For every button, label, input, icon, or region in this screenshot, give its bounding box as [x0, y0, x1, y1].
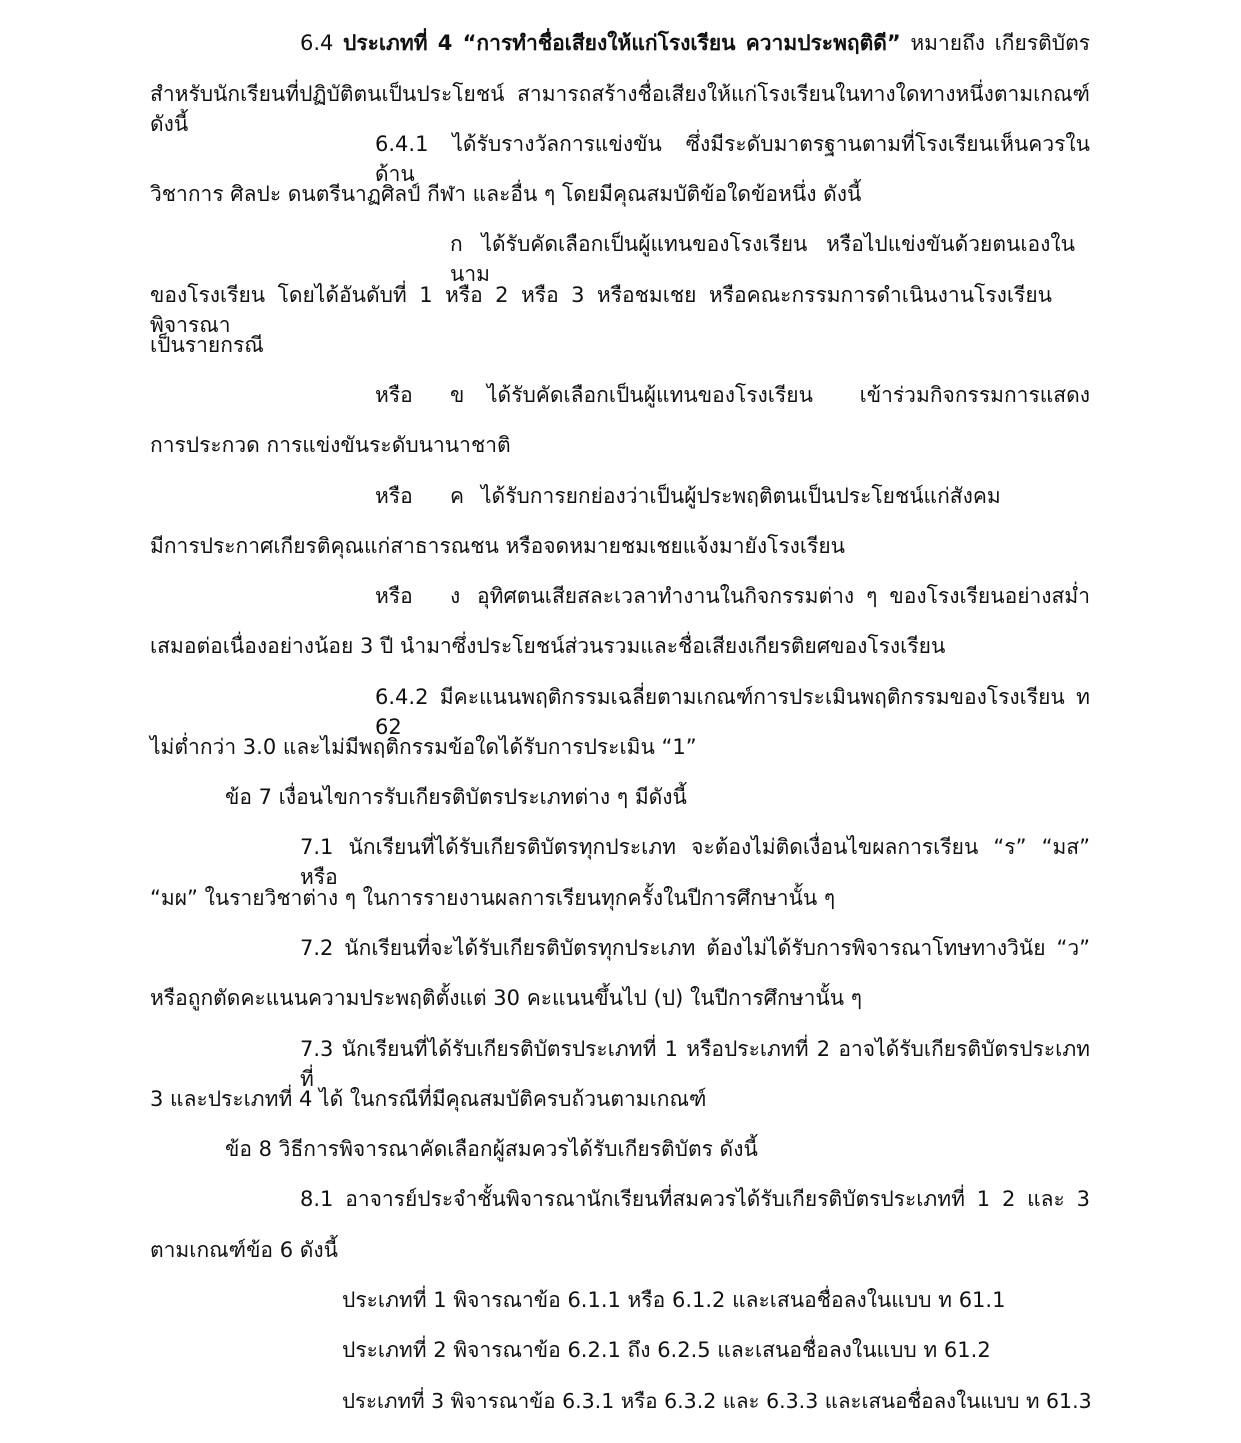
item-7-2-line1: 7.2 นักเรียนที่จะได้รับเกียรติบัตรทุกประเภท ต้องไม่ได้รับการพิจารณาโทษทางวินัย “ว” [300, 936, 1090, 960]
type-3-line: ประเภทที่ 3 พิจารณาข้อ 6.3.1 หรือ 6.3.2 และ 6.3.3 และเสนอชื่อลงในแบบ ท 61.3 [342, 1389, 1092, 1413]
item-8-1-line1: 8.1 อาจารย์ประจำชั้นพิจารณานักเรียนที่สมควรได้รับเกียรติบัตรประเภทที่ 1 2 และ 3 [300, 1187, 1090, 1211]
sub-b-line1: ได้รับคัดเลือกเป็นผู้แทนของโรงเรียน เข้าร่วมกิจกรรมการแสดง [487, 383, 1090, 407]
sub-c-letter: ค [450, 484, 465, 508]
sub-d-line1: อุทิศตนเสียสละเวลาทำงานในกิจกรรมต่าง ๆ ของโรงเรียนอย่างสม่ำ [477, 584, 1090, 608]
item-7-3-line1: 7.3 นักเรียนที่ได้รับเกียรติบัตรประเภทที่ 1 หรือประเภทที่ 2 อาจได้รับเกียรติบัตรประเภทที่ [300, 1037, 1090, 1091]
sub-d-line2: เสมอต่อเนื่องอย่างน้อย 3 ปี นำมาซึ่งประโยชน์ส่วนรวมและชื่อเสียงเกียรติยศของโรงเรียน [150, 634, 946, 658]
sub-c-or: หรือ [375, 484, 413, 508]
section-number: 6.4 [300, 31, 334, 55]
sub-c-line2: มีการประกาศเกียรติคุณแก่สาธารณชน หรือจดหมายชมเชยแจ้งมายังโรงเรียน [150, 534, 846, 558]
sub-a-line2: ของโรงเรียน โดยได้อันดับที่ 1 หรือ 2 หรือ 3 หรือชมเชย หรือคณะกรรมการดำเนินงานโรงเรียนพิจารณา [150, 283, 1052, 337]
section-lead-rest: หมายถึง เกียรติบัตร [910, 31, 1090, 55]
sub-b-or: หรือ [375, 383, 413, 407]
section-title: ประเภทที่ 4 “การทำชื่อเสียงให้แก่โรงเรียน ความประพฤติดี” [342, 31, 901, 55]
clause-7-heading: ข้อ 7 เงื่อนไขการรับเกียรติบัตรประเภทต่าง ๆ มีดังนี้ [225, 785, 687, 809]
sub-a-line1: ก ได้รับคัดเลือกเป็นผู้แทนของโรงเรียน หรือไปแข่งขันด้วยตนเองในนาม [450, 232, 1075, 286]
type-2-line: ประเภทที่ 2 พิจารณาข้อ 6.2.1 ถึง 6.2.5 และเสนอชื่อลงในแบบ ท 61.2 [342, 1338, 991, 1362]
item-7-1-line1: 7.1 นักเรียนที่ได้รับเกียรติบัตรทุกประเภท จะต้องไม่ติดเงื่อนไขผลการเรียน “ร” “มส” หรือ [300, 835, 1090, 889]
sub-d-or: หรือ [375, 584, 413, 608]
section-6-4-lead [300, 28, 1090, 58]
item-6-4-1-line2: วิชาการ ศิลปะ ดนตรีนาฏศิลป์ กีฬา และอื่น ๆ โดยมีคุณสมบัติข้อใดข้อหนึ่ง ดังนี้ [150, 182, 862, 206]
item-6-4-2-line2: ไม่ต่ำกว่า 3.0 และไม่มีพฤติกรรมข้อใดได้รับการประเมิน “1” [150, 735, 697, 759]
sub-d-letter: ง [450, 584, 461, 608]
item-8-1-line2: ตามเกณฑ์ข้อ 6 ดังนี้ [150, 1238, 339, 1262]
sub-b-letter: ข [450, 383, 465, 407]
item-7-2-line2: หรือถูกตัดคะแนนความประพฤติตั้งแต่ 30 คะแนนขึ้นไป (ป) ในปีการศึกษานั้น ๆ [150, 986, 863, 1010]
clause-8-heading: ข้อ 8 วิธีการพิจารณาคัดเลือกผู้สมควรได้รับเกียรติบัตร ดังนี้ [225, 1137, 758, 1161]
item-7-3-line2: 3 และประเภทที่ 4 ได้ ในกรณีที่มีคุณสมบัติครบถ้วนตามเกณฑ์ [150, 1087, 707, 1111]
sub-a-line3: เป็นรายกรณี [150, 333, 264, 357]
sub-c-line1: ได้รับการยกย่องว่าเป็นผู้ประพฤติตนเป็นประโยชน์แก่สังคม [481, 484, 1001, 508]
sub-b-line2: การประกวด การแข่งขันระดับนานาชาติ [150, 433, 511, 457]
section-6-4-cont: สำหรับนักเรียนที่ปฏิบัติตนเป็นประโยชน์ สามารถสร้างชื่อเสียงให้แก่โรงเรียนในทางใดทางหนึ่งตามเกณฑ์ดังนี้ [150, 82, 1090, 136]
item-6-4-2-line1: 6.4.2 มีคะแนนพฤติกรรมเฉลี่ยตามเกณฑ์การประเมินพฤติกรรมของโรงเรียน ท 62 [375, 685, 1090, 739]
type-1-line: ประเภทที่ 1 พิจารณาข้อ 6.1.1 หรือ 6.1.2 และเสนอชื่อลงในแบบ ท 61.1 [342, 1288, 1006, 1312]
item-6-4-1-line1: 6.4.1 ได้รับรางวัลการแข่งขัน ซึ่งมีระดับมาตรฐานตามที่โรงเรียนเห็นควรในด้าน [375, 132, 1090, 186]
item-7-1-line2: “มผ” ในรายวิชาต่าง ๆ ในการรายงานผลการเรียนทุกครั้งในปีการศึกษานั้น ๆ [150, 886, 836, 910]
